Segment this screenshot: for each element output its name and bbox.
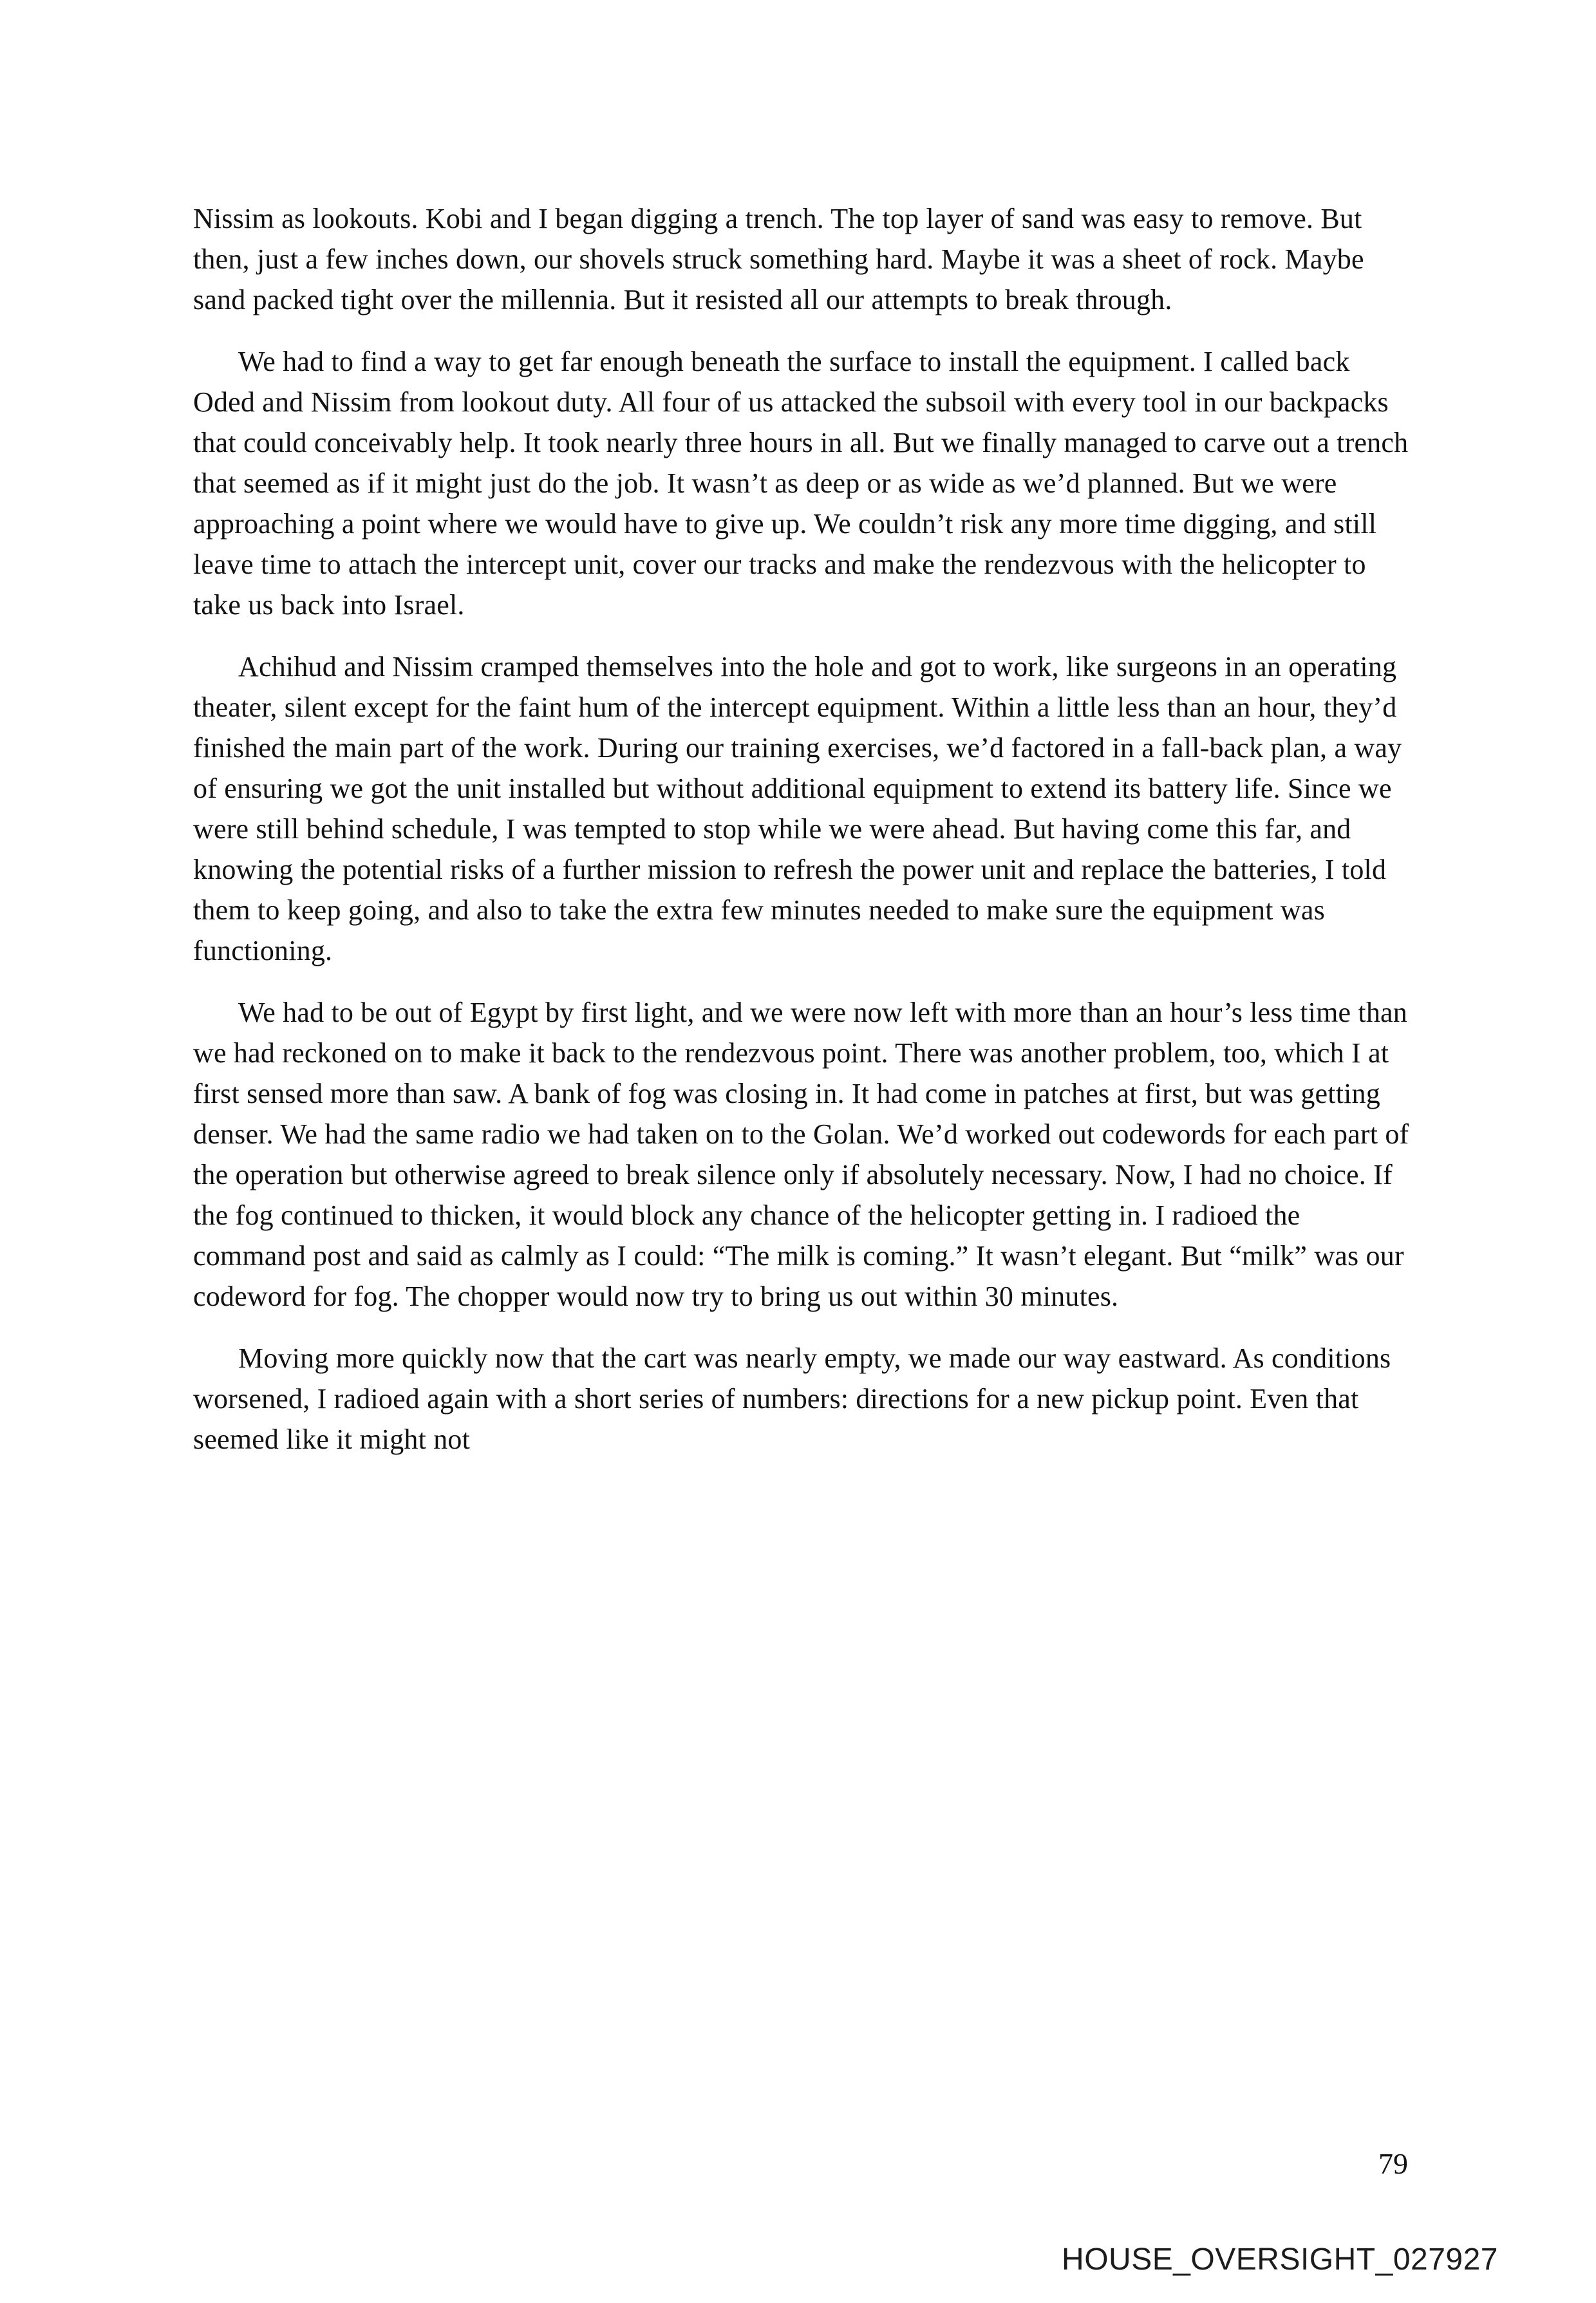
paragraph: Moving more quickly now that the cart was nearly empty, we made our way eastward. As conditions worsened, I radioed again with a short series of numbers: directions for a new pickup point. Even that seemed like it might not (193, 1342, 1391, 1455)
paragraph: We had to be out of Egypt by first light, and we were now left with more than an hour’s less time than we had reckoned on to make it back to the rendezvous point. There was another problem, too, which I at first sensed more than saw. A bank of fog was closing in. It had come in patches at first, but was getting denser. We had the same radio we had taken on to the Golan. We’d worked out codewords for each part of the operation but otherwise agreed to break silence only if absolutely necessary. Now, I had no choice. If the fog continued to thicken, it would block any chance of the helicopter getting in. I radioed the command post and said as calmly as I could: “The milk is coming.” It wasn’t elegant. But “milk” was our codeword for fog. The chopper would now try to bring us out within 30 minutes. (193, 997, 1409, 1312)
bates-stamp: HOUSE_OVERSIGHT_027927 (1062, 2242, 1498, 2277)
paragraph: Achihud and Nissim cramped themselves into the hole and got to work, like surgeons in an operating theater, silent except for the faint hum of the intercept equipment. Within a little less than an hour, they’d finished the main part of the work. During our training exercises, we’d factored in a fall-back plan, a way of ensuring we got the unit installed but without additional equipment to extend its battery life. Since we were still behind schedule, I was tempted to stop while we were ahead. But having come this far, and knowing the potential risks of a further mission to refresh the power unit and replace the batteries, I told them to keep going, and also to take the extra few minutes needed to make sure the equipment was functioning. (193, 651, 1402, 966)
paragraph: We had to find a way to get far enough beneath the surface to install the equipment. I called back Oded and Nissim from lookout duty. All four of us attacked the subsoil with every tool in our backpacks that could conceivably help. It took nearly three hours in all. But we finally managed to carve out a trench that seemed as if it might just do the job. It wasn’t as deep or as wide as we’d planned. But we were approaching a point where we would have to give up. We couldn’t risk any more time digging, and still leave time to attach the intercept unit, cover our tracks and make the rendezvous with the helicopter to take us back into Israel. (193, 346, 1409, 621)
page-number: 79 (1378, 2147, 1408, 2180)
paragraph: Nissim as lookouts. Kobi and I began digging a trench. The top layer of sand was easy to remove. But then, just a few inches down, our shovels struck something hard. Maybe it was a sheet of rock. Maybe sand packed tight over the millennia. But it resisted all our attempts to break through. (193, 203, 1364, 315)
body-text (193, 198, 1410, 1481)
